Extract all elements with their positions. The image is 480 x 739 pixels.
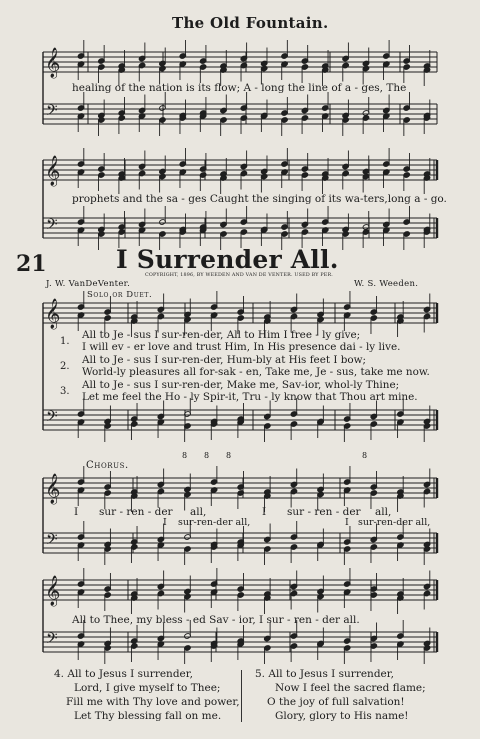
previous-hymn-lyric-2: prophets and the sa - ges Caught the singing of its wa-ters,long a - go.	[72, 193, 447, 205]
stanza-5-line: Glory, glory to His name!	[275, 710, 409, 722]
hymn-title: I Surrender All.	[116, 245, 339, 274]
stanza-4-line: 4. All to Jesus I surrender,	[54, 668, 193, 680]
treble-clef-icon: 𝄞	[45, 474, 61, 504]
chorus-echo: I	[163, 517, 167, 528]
bass-figure: 8	[362, 451, 368, 460]
chorus-echo: I	[345, 517, 349, 528]
bass-clef-icon: 𝄢	[46, 630, 58, 651]
bass-clef-icon: 𝄢	[46, 408, 58, 429]
chorus-word: I	[74, 506, 79, 518]
previous-hymn-title: The Old Fountain.	[172, 14, 329, 32]
bass-clef-icon: 𝄢	[46, 531, 58, 552]
treble-clef-icon: 𝄞	[45, 576, 61, 606]
treble-clef-icon: 𝄞	[45, 299, 61, 329]
verse-number-1: 1.	[60, 336, 70, 347]
stanza-4-line: Lord, I give myself to Thee;	[74, 682, 221, 694]
bass-figure: 8	[204, 451, 210, 460]
composer-credit: W. S. Weeden.	[354, 279, 419, 289]
chorus-word: I	[262, 506, 267, 518]
copyright-notice: COPYRIGHT, 1896, BY WEEDEN AND VAN DE VENTER. USED BY PER.	[145, 273, 334, 278]
stanza-5-line: Now I feel the sacred flame;	[275, 682, 426, 694]
stanza-4	[54, 667, 240, 723]
verse-3-line-2: Let me feel the Ho - ly Spir-it, Tru - ly know that Thou art mine.	[82, 391, 418, 403]
treble-clef-icon: 𝄞	[45, 156, 61, 186]
performance-note: Solo or Duet.	[87, 290, 153, 300]
verse-2-line-1: All to Je - sus I sur-ren-der, Hum-bly at His feet I bow;	[82, 354, 367, 366]
previous-hymn-lyric-1: healing of the nation is its flow; A - long the line of a - ges, The	[72, 82, 407, 94]
hymn-number: 21	[16, 251, 47, 277]
treble-clef-icon: 𝄞	[45, 48, 61, 78]
verse-1-line-2: I will ev - er love and trust Him, In His presence dai - ly live.	[82, 341, 401, 353]
verse-1-line-1: All to Je - sus I sur-ren-der, All to Him I free - ly give;	[82, 329, 361, 341]
chorus-word: all,	[375, 506, 392, 518]
chorus-word: all,	[190, 506, 207, 518]
stanza-5	[255, 667, 426, 723]
bass-figure: 8	[182, 451, 188, 460]
chorus-echo: sur-ren-der all,	[358, 517, 431, 528]
verse-3-line-1: All to Je - sus I sur-ren-der, Make me, Sav-ior, whol-ly Thine;	[82, 379, 400, 391]
verse-number-2: 2.	[60, 361, 70, 372]
chorus-word: sur - ren - der	[287, 506, 361, 518]
stanza-5-line: O the joy of full salvation!	[267, 696, 405, 708]
chorus-label: Chorus.	[86, 460, 129, 471]
bass-clef-icon: 𝄢	[46, 216, 58, 237]
chorus-final-line: All to Thee, my bless - ed Sav - ior, I sur - ren - der all.	[72, 614, 360, 626]
author-credit: J. W. VanDeVenter.	[46, 279, 131, 289]
verse-2-line-2: World-ly pleasures all for-sak - en, Take me, Je - sus, take me now.	[82, 366, 430, 378]
bass-clef-icon: 𝄢	[46, 102, 58, 123]
verse-number-3: 3.	[60, 386, 70, 397]
stanza-5-line: 5. All to Jesus I surrender,	[255, 668, 394, 680]
chorus-echo: sur-ren-der all,	[178, 517, 251, 528]
chorus-word: sur - ren - der	[99, 506, 173, 518]
stanza-divider	[241, 670, 242, 722]
stanza-4-line: Let Thy blessing fall on me.	[74, 710, 222, 722]
stanza-4-line: Fill me with Thy love and power,	[66, 696, 240, 708]
bass-figure: 8	[226, 451, 232, 460]
